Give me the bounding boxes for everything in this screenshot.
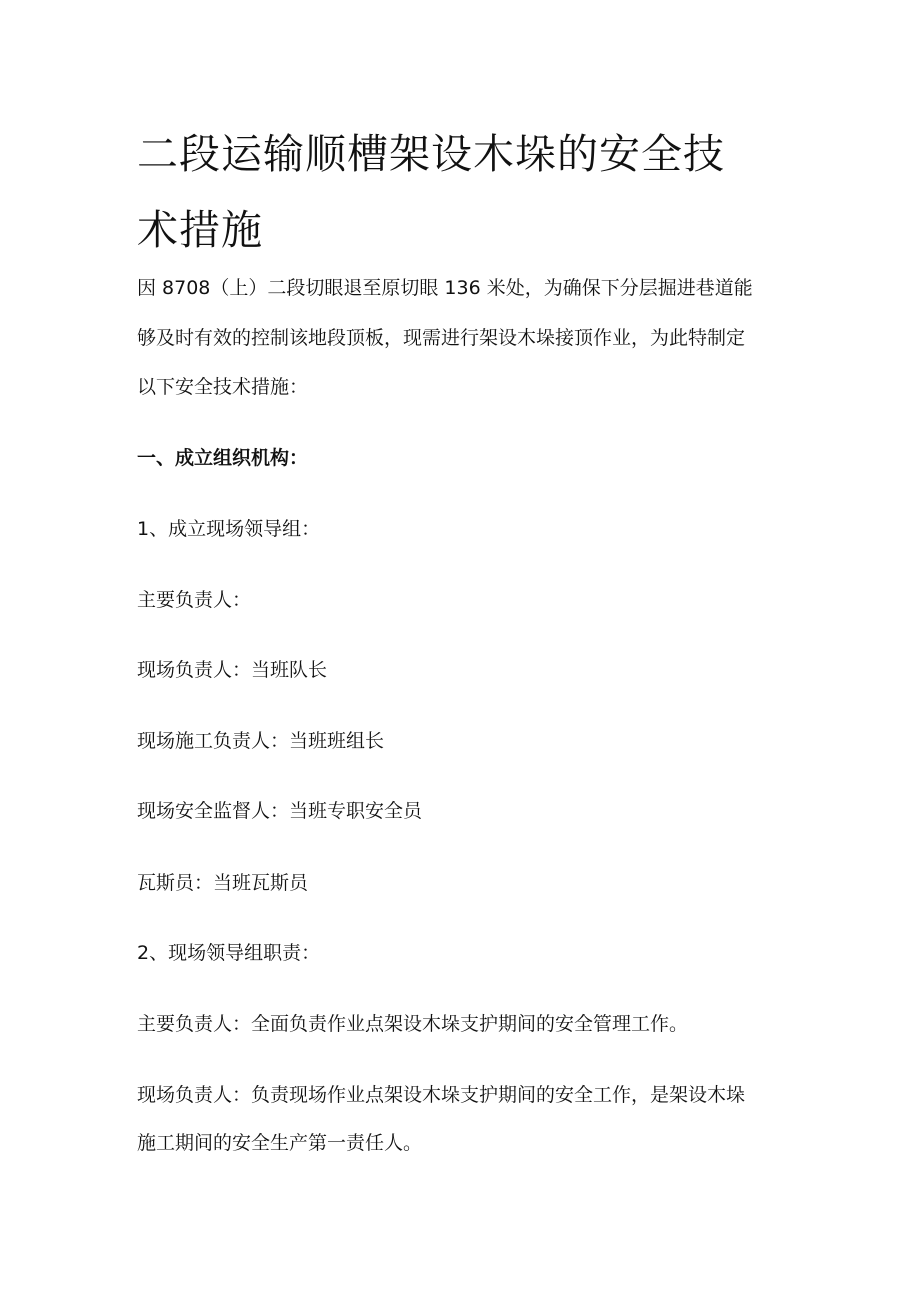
duty-site-responsible-line-1: 现场负责人：负责现场作业点架设木垛支护期间的安全工作，是架设木垛: [137, 1084, 746, 1106]
duty-main-responsible: 主要负责人：全面负责作业点架设木垛支护期间的安全管理工作。: [137, 1013, 689, 1035]
construction-responsible-person: 现场施工负责人：当班班组长: [137, 730, 385, 752]
main-responsible-person: 主要负责人：: [137, 589, 252, 611]
safety-supervisor: 现场安全监督人：当班专职安全员: [137, 800, 423, 822]
document-title-line-2: 术措施: [137, 206, 263, 254]
list-item-leadership-group: 1、成立现场领导组：: [137, 518, 321, 540]
gas-inspector: 瓦斯员：当班瓦斯员: [137, 872, 309, 894]
list-item-group-duties: 2、现场领导组职责：: [137, 942, 321, 964]
duty-site-responsible-line-2: 施工期间的安全生产第一责任人。: [137, 1132, 423, 1154]
section-heading-organization: 一、成立组织机构：: [137, 447, 309, 469]
site-responsible-person: 现场负责人：当班队长: [137, 659, 328, 681]
document-title-line-1: 二段运输顺槽架设木垛的安全技: [137, 130, 725, 178]
intro-paragraph-line-3: 以下安全技术措施：: [137, 376, 309, 398]
intro-paragraph-line-2: 够及时有效的控制该地段顶板，现需进行架设木垛接顶作业，为此特制定: [137, 327, 746, 349]
intro-paragraph-line-1: 因 8708（上）二段切眼退至原切眼 136 米处，为确保下分层掘进巷道能: [137, 277, 753, 299]
